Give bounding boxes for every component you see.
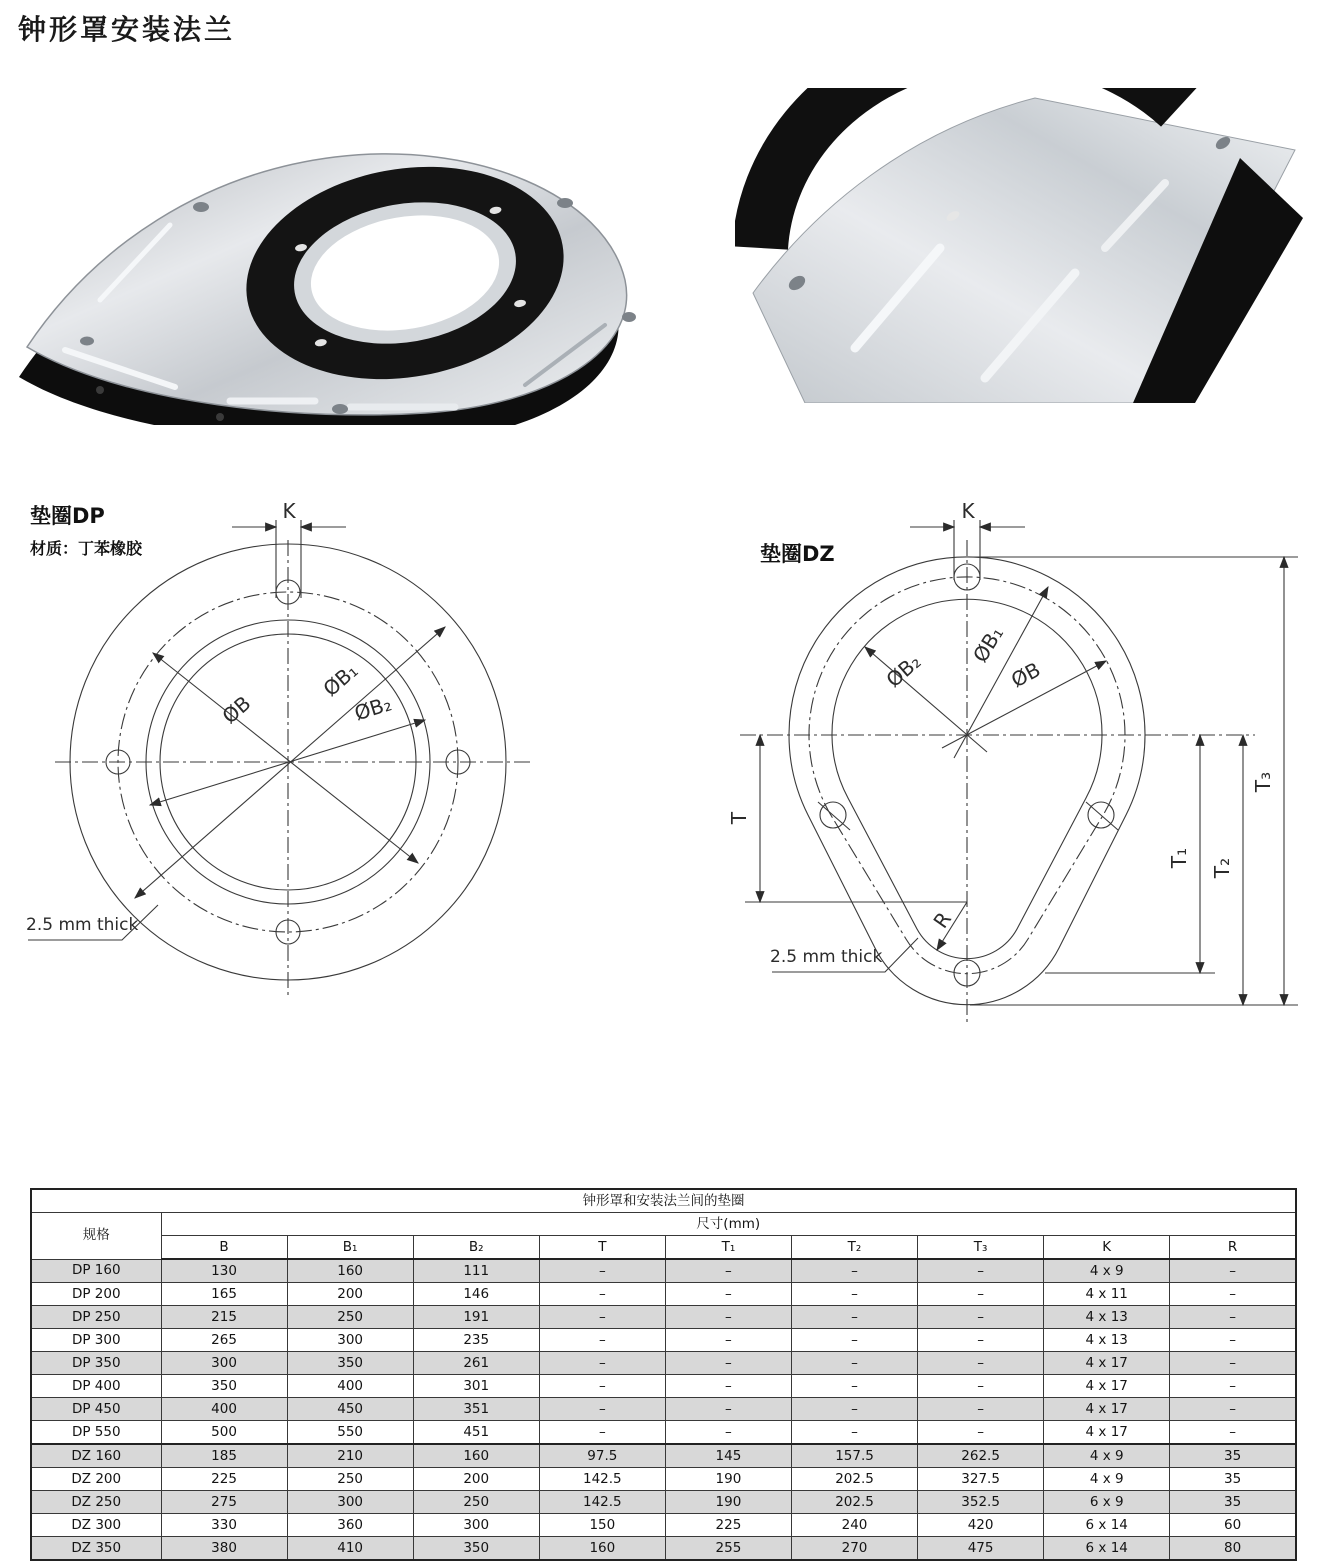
value-cell: 190 <box>665 1468 791 1491</box>
spec-cell: DP 250 <box>31 1306 161 1329</box>
column-header-t2: T₂ <box>791 1236 917 1260</box>
value-cell: – <box>665 1352 791 1375</box>
value-cell: 142.5 <box>539 1468 665 1491</box>
hole-tick <box>818 802 850 830</box>
t2-label: T₂ <box>1210 857 1234 879</box>
value-cell: – <box>1170 1329 1296 1352</box>
drawing-dz <box>680 480 1324 1080</box>
table-row <box>31 1259 1296 1283</box>
value-cell: 191 <box>413 1306 539 1329</box>
value-cell: – <box>791 1306 917 1329</box>
flange-photo-closeup <box>735 88 1315 403</box>
value-cell: 350 <box>287 1352 413 1375</box>
table-row <box>31 1491 1296 1514</box>
spec-cell: DP 450 <box>31 1398 161 1421</box>
value-cell: – <box>665 1283 791 1306</box>
value-cell: 451 <box>413 1421 539 1445</box>
bolt-hole <box>557 198 573 208</box>
value-cell: – <box>918 1421 1044 1445</box>
value-cell: 4 x 9 <box>1044 1468 1170 1491</box>
column-header-r: R <box>1170 1236 1296 1260</box>
value-cell: 225 <box>665 1514 791 1537</box>
value-cell: 4 x 17 <box>1044 1375 1170 1398</box>
value-cell: 60 <box>1170 1514 1296 1537</box>
table-row <box>31 1421 1296 1445</box>
value-cell: 261 <box>413 1352 539 1375</box>
spec-cell: DZ 250 <box>31 1491 161 1514</box>
value-cell: 350 <box>161 1375 287 1398</box>
table-row <box>31 1398 1296 1421</box>
table-row <box>31 1352 1296 1375</box>
value-cell: – <box>791 1421 917 1445</box>
value-cell: 262.5 <box>918 1444 1044 1468</box>
value-cell: – <box>539 1259 665 1283</box>
dp-drawing-title: 垫圈DP <box>30 504 105 528</box>
value-cell: 190 <box>665 1491 791 1514</box>
table-row <box>31 1283 1296 1306</box>
value-cell: – <box>1170 1398 1296 1421</box>
value-cell: 420 <box>918 1514 1044 1537</box>
column-header-t3: T₃ <box>918 1236 1044 1260</box>
value-cell: 185 <box>161 1444 287 1468</box>
value-cell: 4 x 13 <box>1044 1306 1170 1329</box>
value-cell: 300 <box>413 1514 539 1537</box>
spec-cell: DP 300 <box>31 1329 161 1352</box>
gasket-dimension-table <box>30 1188 1297 1561</box>
table-row <box>31 1444 1296 1468</box>
value-cell: – <box>665 1329 791 1352</box>
value-cell: – <box>791 1398 917 1421</box>
value-cell: 450 <box>287 1398 413 1421</box>
value-cell: – <box>1170 1283 1296 1306</box>
b-label: ØB <box>1007 657 1045 693</box>
table-title: 钟形罩和安装法兰间的垫圈 <box>31 1189 1296 1213</box>
value-cell: 240 <box>791 1514 917 1537</box>
table-row <box>31 1329 1296 1352</box>
value-cell: – <box>1170 1375 1296 1398</box>
value-cell: 352.5 <box>918 1491 1044 1514</box>
value-cell: 160 <box>539 1537 665 1561</box>
value-cell: – <box>791 1375 917 1398</box>
value-cell: 265 <box>161 1329 287 1352</box>
value-cell: 275 <box>161 1491 287 1514</box>
value-cell: – <box>1170 1421 1296 1445</box>
value-cell: – <box>665 1375 791 1398</box>
value-cell: 410 <box>287 1537 413 1561</box>
value-cell: 301 <box>413 1375 539 1398</box>
value-cell: 80 <box>1170 1537 1296 1561</box>
value-cell: 202.5 <box>791 1491 917 1514</box>
bolt-hole <box>332 404 348 414</box>
value-cell: 351 <box>413 1398 539 1421</box>
value-cell: 160 <box>287 1259 413 1283</box>
value-cell: – <box>918 1259 1044 1283</box>
bolt-hole <box>193 202 209 212</box>
value-cell: 360 <box>287 1514 413 1537</box>
dp-material-note: 材质：丁苯橡胶 <box>30 539 143 558</box>
value-cell: – <box>791 1352 917 1375</box>
bolt-hole <box>80 337 94 346</box>
value-cell: – <box>791 1329 917 1352</box>
value-cell: 4 x 9 <box>1044 1444 1170 1468</box>
column-header-k: K <box>1044 1236 1170 1260</box>
flange-photo-closeup-image <box>735 88 1315 403</box>
value-cell: – <box>539 1283 665 1306</box>
flange-photo-overview <box>5 95 665 425</box>
value-cell: 146 <box>413 1283 539 1306</box>
value-cell: 6 x 14 <box>1044 1537 1170 1561</box>
column-header-t1: T₁ <box>665 1236 791 1260</box>
hole-tick <box>1086 802 1118 830</box>
value-cell: – <box>918 1306 1044 1329</box>
value-cell: 35 <box>1170 1444 1296 1468</box>
drawing-dp <box>0 480 670 1080</box>
value-cell: – <box>918 1329 1044 1352</box>
t3-label: T₃ <box>1251 771 1275 793</box>
table-row <box>31 1537 1296 1561</box>
b1-label: ØB₁ <box>967 622 1009 667</box>
value-cell: 97.5 <box>539 1444 665 1468</box>
value-cell: – <box>539 1329 665 1352</box>
value-cell: 300 <box>287 1491 413 1514</box>
value-cell: – <box>1170 1259 1296 1283</box>
spec-cell: DP 200 <box>31 1283 161 1306</box>
value-cell: 210 <box>287 1444 413 1468</box>
value-cell: 235 <box>413 1329 539 1352</box>
value-cell: 150 <box>539 1514 665 1537</box>
thickness-note: 2.5 mm thick <box>26 915 139 935</box>
value-cell: – <box>665 1259 791 1283</box>
value-cell: 300 <box>161 1352 287 1375</box>
value-cell: 255 <box>665 1537 791 1561</box>
value-cell: 300 <box>287 1329 413 1352</box>
page-title: 钟形罩安装法兰 <box>18 13 236 46</box>
b2-label: ØB₂ <box>351 691 395 726</box>
table-row <box>31 1306 1296 1329</box>
column-header-b2: B₂ <box>413 1236 539 1260</box>
value-cell: – <box>665 1398 791 1421</box>
k-label: K <box>961 499 975 523</box>
value-cell: 200 <box>287 1283 413 1306</box>
dz-drawing-title: 垫圈DZ <box>760 542 835 566</box>
b2-dim-line <box>865 647 987 752</box>
value-cell: 400 <box>161 1398 287 1421</box>
spec-cell: DP 400 <box>31 1375 161 1398</box>
value-cell: – <box>791 1259 917 1283</box>
thickness-note: 2.5 mm thick <box>770 947 883 967</box>
k-label: K <box>282 499 296 523</box>
b-label: ØB <box>217 690 256 729</box>
value-cell: 111 <box>413 1259 539 1283</box>
value-cell: 4 x 13 <box>1044 1329 1170 1352</box>
b2-label: ØB₂ <box>881 649 926 693</box>
value-cell: – <box>539 1421 665 1445</box>
value-cell: – <box>665 1306 791 1329</box>
value-cell: 250 <box>287 1468 413 1491</box>
value-cell: 6 x 14 <box>1044 1514 1170 1537</box>
value-cell: 145 <box>665 1444 791 1468</box>
value-cell: – <box>791 1283 917 1306</box>
value-cell: 215 <box>161 1306 287 1329</box>
value-cell: – <box>918 1398 1044 1421</box>
gasket-hole <box>96 386 104 394</box>
value-cell: – <box>918 1352 1044 1375</box>
value-cell: 550 <box>287 1421 413 1445</box>
dimension-group-header: 尺寸(mm) <box>161 1213 1296 1236</box>
value-cell: 35 <box>1170 1491 1296 1514</box>
value-cell: 4 x 17 <box>1044 1398 1170 1421</box>
value-cell: – <box>665 1421 791 1445</box>
value-cell: – <box>539 1398 665 1421</box>
spec-column-header: 规格 <box>31 1213 161 1260</box>
t1-label: T₁ <box>1167 847 1191 869</box>
spec-cell: DP 160 <box>31 1259 161 1283</box>
value-cell: 270 <box>791 1537 917 1561</box>
value-cell: – <box>539 1306 665 1329</box>
value-cell: – <box>918 1283 1044 1306</box>
value-cell: 202.5 <box>791 1468 917 1491</box>
value-cell: 475 <box>918 1537 1044 1561</box>
value-cell: 200 <box>413 1468 539 1491</box>
value-cell: 500 <box>161 1421 287 1445</box>
spec-cell: DZ 200 <box>31 1468 161 1491</box>
value-cell: 165 <box>161 1283 287 1306</box>
b1-label: ØB₁ <box>318 658 363 702</box>
value-cell: – <box>918 1375 1044 1398</box>
b-dim-line <box>153 653 418 863</box>
value-cell: 35 <box>1170 1468 1296 1491</box>
value-cell: – <box>1170 1306 1296 1329</box>
r-label: R <box>928 907 957 933</box>
table-row <box>31 1375 1296 1398</box>
value-cell: 4 x 11 <box>1044 1283 1170 1306</box>
table-body <box>31 1259 1296 1560</box>
column-header-b1: B₁ <box>287 1236 413 1260</box>
value-cell: 142.5 <box>539 1491 665 1514</box>
spec-cell: DZ 300 <box>31 1514 161 1537</box>
value-cell: – <box>539 1352 665 1375</box>
value-cell: 330 <box>161 1514 287 1537</box>
value-cell: 4 x 9 <box>1044 1259 1170 1283</box>
value-cell: 380 <box>161 1537 287 1561</box>
value-cell: 327.5 <box>918 1468 1044 1491</box>
t-label: T <box>727 811 751 825</box>
value-cell: 4 x 17 <box>1044 1352 1170 1375</box>
gasket-hole <box>216 413 224 421</box>
value-cell: 160 <box>413 1444 539 1468</box>
spec-cell: DZ 350 <box>31 1537 161 1561</box>
value-cell: 4 x 17 <box>1044 1421 1170 1445</box>
value-cell: 130 <box>161 1259 287 1283</box>
value-cell: – <box>1170 1352 1296 1375</box>
table-row <box>31 1468 1296 1491</box>
value-cell: 400 <box>287 1375 413 1398</box>
spec-cell: DP 550 <box>31 1421 161 1445</box>
spec-cell: DP 350 <box>31 1352 161 1375</box>
value-cell: 6 x 9 <box>1044 1491 1170 1514</box>
flange-photo-overview-image <box>5 95 665 425</box>
value-cell: 350 <box>413 1537 539 1561</box>
spec-cell: DZ 160 <box>31 1444 161 1468</box>
value-cell: – <box>539 1375 665 1398</box>
table-row <box>31 1514 1296 1537</box>
column-header-b: B <box>161 1236 287 1260</box>
value-cell: 225 <box>161 1468 287 1491</box>
value-cell: 250 <box>287 1306 413 1329</box>
bolt-hole <box>622 312 636 322</box>
column-header-t: T <box>539 1236 665 1260</box>
value-cell: 250 <box>413 1491 539 1514</box>
value-cell: 157.5 <box>791 1444 917 1468</box>
